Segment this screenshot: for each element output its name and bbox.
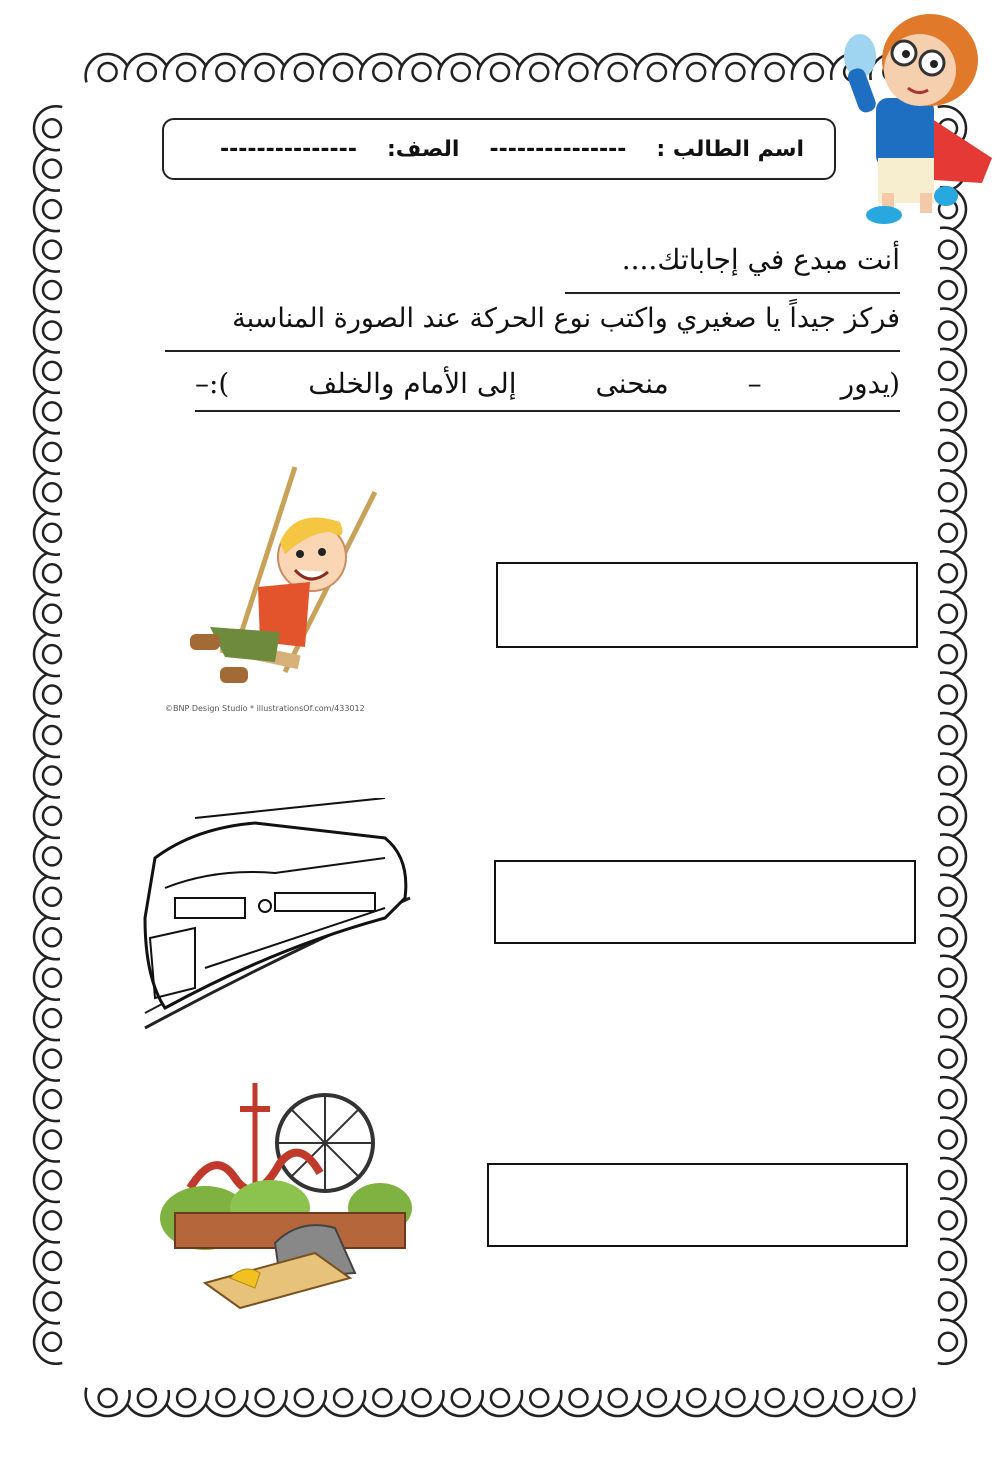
choices-open-paren: ( <box>889 367 900 400</box>
choice-rotates: يدور <box>840 367 891 400</box>
choices-close-paren: ):– <box>195 367 230 400</box>
answer-box-swing[interactable] <box>496 562 918 648</box>
underline-2 <box>165 350 900 352</box>
choice-curved: منحنى <box>595 367 669 400</box>
train-icon <box>135 798 413 1043</box>
student-name-blank[interactable]: --------------- <box>489 136 627 162</box>
class-label: الصف: <box>386 136 460 162</box>
answer-box-train[interactable] <box>494 860 916 944</box>
underline-1 <box>565 292 900 294</box>
underline-3 <box>195 410 900 412</box>
answer-box-park[interactable] <box>487 1163 908 1247</box>
choices-line <box>195 364 900 404</box>
amusement-park-icon <box>160 1078 415 1313</box>
swing-image-credit: ©BNP Design Studio * illustrationsOf.com/433012 <box>165 704 365 713</box>
choice-separator: – <box>747 367 762 400</box>
swing-icon <box>170 462 385 702</box>
encouragement-line: أنت مبدع في إجاباتك.... <box>621 243 900 276</box>
choice-back-forth: إلى الأمام والخلف <box>308 367 517 400</box>
superhero-kid-icon <box>842 8 997 226</box>
class-blank[interactable]: --------------- <box>219 136 357 162</box>
student-name-label: اسم الطالب : <box>656 136 804 162</box>
student-info-box <box>162 118 836 180</box>
task-instruction: فركز جيداً يا صغيري واكتب نوع الحركة عند الصورة المناسبة <box>232 303 900 334</box>
